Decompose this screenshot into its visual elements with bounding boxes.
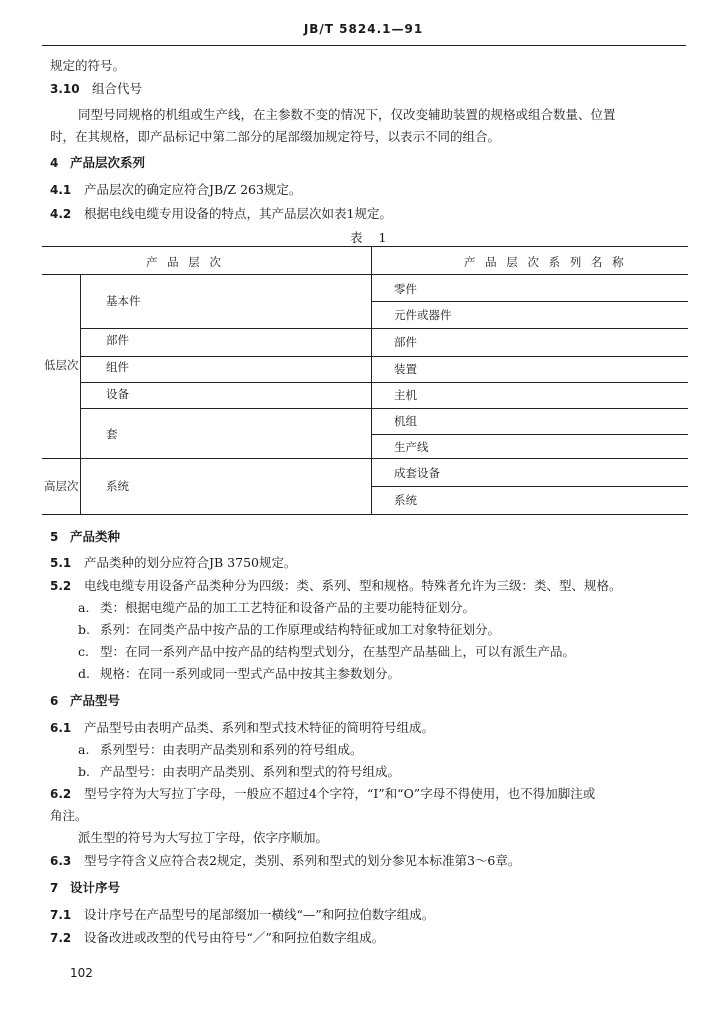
section-5-number: 5: [50, 530, 59, 544]
left-rule-1: [80, 328, 371, 329]
list-item-5-2-b-mark: b.: [78, 622, 90, 637]
list-item-5-2-a-text: 类：根据电缆产品的加工工艺特征和设备产品的主要功能特征划分。: [100, 600, 476, 615]
right-rule-4: [371, 382, 688, 383]
table-top-border: [42, 246, 688, 247]
list-item-6-1-b-mark: b.: [78, 764, 90, 779]
left-rule-5: [42, 458, 371, 459]
section-5-2-text: 电线电缆专用设备产品类种分为四级：类、系列、型和规格。特殊者允许为三级：类、型、规格。: [84, 578, 622, 593]
section-6-1-text: 产品型号由表明产品类、系列和型式技术特征的简明符号组成。: [84, 720, 435, 735]
right-item-2: 元件或器件: [394, 308, 452, 322]
right-rule-5: [371, 408, 688, 409]
right-rule-2: [371, 328, 688, 329]
right-rule-6: [371, 434, 688, 435]
right-rule-1: [371, 301, 688, 302]
left-item-part: 部件: [106, 333, 129, 347]
section-3-10-line2: 时，在其规格，即产品标记中第二部分的尾部缀加规定符号，以表示不同的组合。: [50, 129, 501, 144]
right-item-8: 成套设备: [394, 466, 440, 480]
section-4-number: 4: [50, 156, 59, 170]
left-item-equipment: 设备: [106, 387, 129, 401]
group-label-low: 低层次: [44, 358, 79, 372]
standard-number-header: JB/T 5824.1—91: [303, 22, 424, 36]
right-item-6: 机组: [394, 414, 417, 428]
table-header-rule: [42, 274, 688, 275]
section-4-2-number: 4.2: [50, 207, 72, 221]
section-7-2-number: 7.2: [50, 931, 72, 945]
right-rule-8: [371, 486, 688, 487]
group-label-high: 高层次: [44, 479, 79, 493]
section-3-10-number: 3.10: [50, 82, 80, 96]
section-6-3-number: 6.3: [50, 854, 72, 868]
table-1: [42, 246, 688, 514]
group-column-rule: [80, 274, 81, 514]
right-item-5: 主机: [394, 388, 417, 402]
section-4-1-text: 产品层次的确定应符合JB/Z 263规定。: [84, 182, 302, 197]
page-number: 102: [70, 966, 93, 980]
left-rule-3: [80, 382, 371, 383]
intro-tail: 规定的符号。: [50, 58, 126, 73]
left-rule-4: [80, 408, 371, 409]
section-6-title: 产品型号: [70, 693, 121, 708]
section-7-2-text: 设备改进或改型的代号由符号“／”和阿拉伯数字组成。: [84, 930, 385, 945]
list-item-6-1-a-mark: a.: [78, 742, 90, 757]
section-7-1-number: 7.1: [50, 908, 72, 922]
list-item-5-2-d-text: 规格：在同一系列或同一型式产品中按其主参数划分。: [100, 666, 401, 681]
list-item-5-2-c-mark: c.: [78, 644, 89, 659]
section-5-1-number: 5.1: [50, 556, 72, 570]
section-6-1-number: 6.1: [50, 721, 72, 735]
right-item-1: 零件: [394, 282, 417, 296]
list-item-5-2-a-mark: a.: [78, 600, 90, 615]
section-6-number: 6: [50, 694, 59, 708]
section-4-1-number: 4.1: [50, 183, 72, 197]
section-6-3-text: 型号字符含义应符合表2规定，类别、系列和型式的划分参见本标准第3～6章。: [84, 853, 521, 868]
right-rule-7: [371, 458, 688, 459]
section-6-2-line2: 角注。: [50, 808, 88, 823]
section-7-number: 7: [50, 881, 59, 895]
right-rule-3: [371, 356, 688, 357]
list-item-5-2-c-text: 型：在同一系列产品中按产品的结构型式划分，在基型产品基础上，可以有派生产品。: [100, 644, 576, 659]
section-3-10-line1: 同型号同规格的机组或生产线，在主参数不变的情况下，仅改变辅助装置的规格或组合数量、位置: [78, 107, 616, 122]
table-1-caption: 表 1: [350, 230, 393, 245]
table-header-right: 产 品 层 次 系 列 名 称: [464, 255, 627, 269]
section-7-title: 设计序号: [70, 880, 121, 895]
section-5-title: 产品类种: [70, 529, 121, 544]
left-item-set: 套: [106, 427, 118, 441]
section-7-1-text: 设计序号在产品型号的尾部缀加一横线“—”和阿拉伯数字组成。: [84, 907, 435, 922]
left-rule-2: [80, 356, 371, 357]
right-item-9: 系统: [394, 493, 417, 507]
section-5-2-number: 5.2: [50, 579, 72, 593]
table-header-left: 产 品 层 次: [146, 255, 224, 269]
header-rule: [42, 45, 686, 46]
left-item-assembly: 组件: [106, 360, 129, 374]
list-item-6-1-a-text: 系列型号：由表明产品类别和系列的符号组成。: [100, 742, 363, 757]
left-item-system: 系统: [106, 479, 129, 493]
list-item-6-1-b-text: 产品型号：由表明产品类别、系列和型式的符号组成。: [100, 764, 401, 779]
section-6-2-line3: 派生型的符号为大写拉丁字母，依字序顺加。: [78, 830, 329, 845]
section-5-1-text: 产品类种的划分应符合JB 3750规定。: [84, 555, 297, 570]
section-4-title: 产品层次系列: [70, 155, 146, 170]
middle-column-rule: [371, 246, 372, 514]
section-6-2-number: 6.2: [50, 787, 72, 801]
section-6-2-line1: 型号字符为大写拉丁字母，一般应不超过4个字符，“I”和“O”字母不得使用，也不得加脚注或: [84, 786, 596, 801]
list-item-5-2-d-mark: d.: [78, 666, 90, 681]
right-item-7: 生产线: [394, 440, 429, 454]
left-item-basic: 基本件: [106, 294, 141, 308]
list-item-5-2-b-text: 系列：在同类产品中按产品的工作原理或结构特征或加工对象特征划分。: [100, 622, 501, 637]
table-bottom-border: [42, 514, 688, 515]
section-4-2-text: 根据电线电缆专用设备的特点，其产品层次如表1规定。: [84, 206, 392, 221]
section-3-10-title: 组合代号: [92, 81, 143, 96]
right-item-3: 部件: [394, 335, 417, 349]
right-item-4: 装置: [394, 362, 417, 376]
